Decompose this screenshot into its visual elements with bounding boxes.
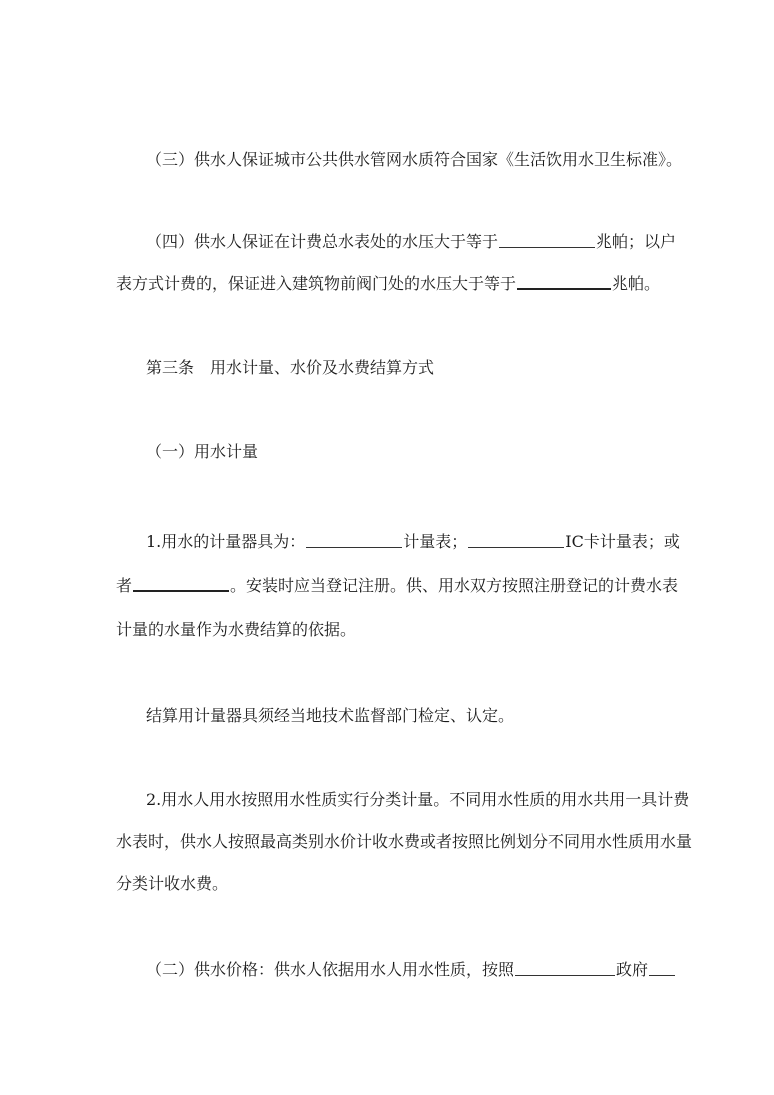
clause-3-item-4-text-a: （四）供水人保证在计费总水表处的水压大于等于 [146, 232, 499, 251]
item-2-text-c: 分类计收水费。 [116, 874, 229, 893]
item-2-line-1 [146, 790, 689, 810]
water-pressure-blank-2 [517, 287, 611, 290]
item-1-text-f: 计量的水量作为水费结算的依据。 [116, 620, 357, 639]
clause-3-item-4-line-1 [146, 232, 676, 252]
item-1-line-3 [116, 620, 356, 640]
section-2-line-1 [146, 960, 676, 980]
item-1-text-b: 计量表； [403, 532, 468, 551]
item-2-line-3 [116, 874, 228, 894]
meter-type-blank-2 [468, 546, 564, 548]
item-1-text-d: 者 [116, 576, 133, 595]
price-basis-blank [515, 974, 615, 976]
item-1-text-c: IC卡计量表；或 [565, 532, 680, 551]
clause-3-item-4-line-2 [116, 274, 660, 294]
item-2-text-b: 水表时，供水人按照最高类别水价计收水费或者按照比例划分不同用水性质用水量 [116, 832, 693, 851]
calibration-paragraph [146, 706, 514, 726]
item-2-text-a: 2.用水人用水按照用水性质实行分类计量。不同用水性质的用水共用一具计费 [146, 790, 690, 809]
article-3-title-text: 第三条 用水计量、水价及水费结算方式 [146, 358, 435, 377]
clause-3-item-3 [146, 150, 682, 170]
item-1-line-2 [116, 576, 678, 596]
clause-3-item-4-text-d: 兆帕。 [612, 274, 661, 293]
clause-3-item-3-text: （三）供水人保证城市公共供水管网水质符合国家《生活饮用水卫生标准》。 [146, 150, 683, 169]
item-1-text-e: 。安装时应当登记注册。供、用水双方按照注册登记的计费水表 [230, 576, 679, 595]
item-1-text-a: 1.用水的计量器具为： [146, 532, 306, 551]
price-basis-blank-2 [649, 974, 675, 976]
section-2-text-b: 政府 [616, 960, 649, 979]
article-3-title [146, 358, 434, 378]
item-1-line-1 [146, 532, 680, 552]
calibration-text: 结算用计量器具须经当地技术监督部门检定、认定。 [146, 706, 515, 725]
section-1-title [146, 442, 258, 462]
item-2-line-2 [116, 832, 692, 852]
clause-3-item-4-text-c: 表方式计费的，保证进入建筑物前阀门处的水压大于等于 [116, 274, 517, 293]
meter-type-blank-3 [133, 589, 229, 592]
water-pressure-blank-1 [499, 246, 595, 248]
meter-type-blank-1 [306, 546, 402, 548]
section-2-text-a: （二）供水价格：供水人依据用水人用水性质，按照 [146, 960, 515, 979]
clause-3-item-4-text-b: 兆帕；以户 [596, 232, 677, 251]
section-1-title-text: （一）用水计量 [146, 442, 259, 461]
